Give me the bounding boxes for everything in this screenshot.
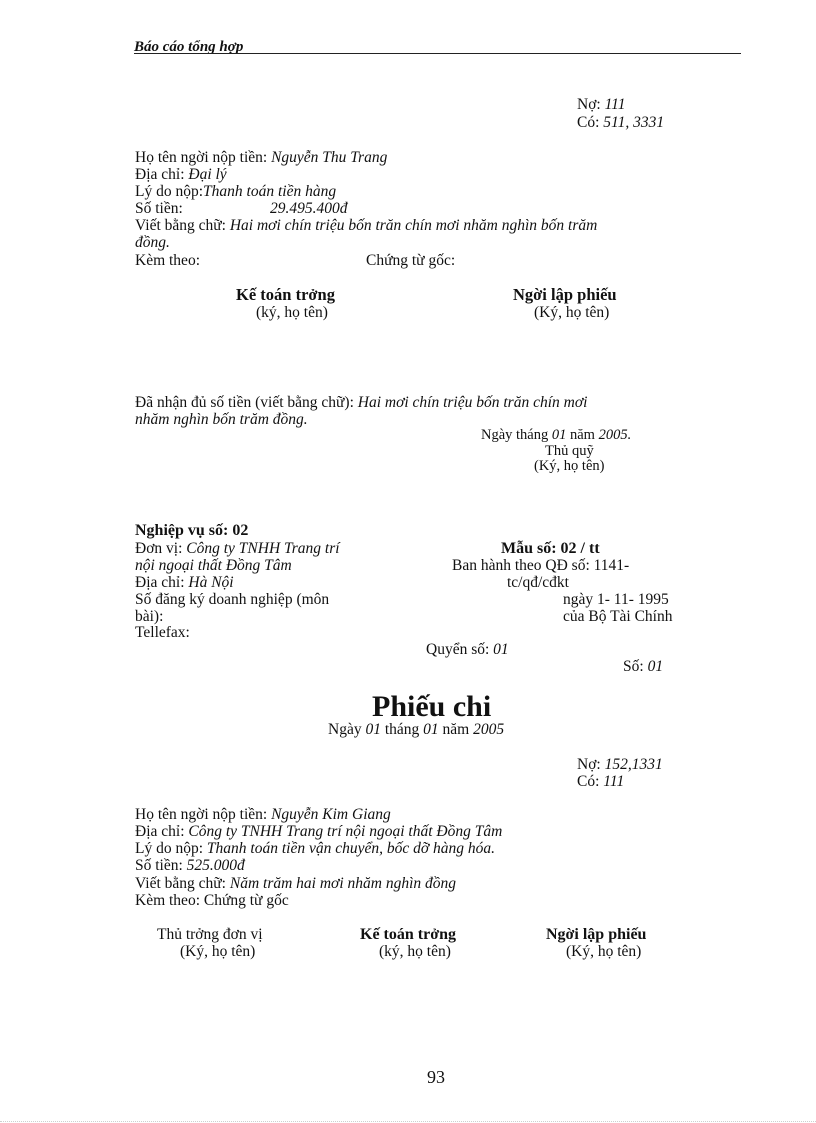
v2-debit-account: Nợ: 152,1331: [577, 756, 663, 773]
v2-payer-line: Họ tên ngời nộp tiền: Nguyễn Kim Giang: [135, 806, 391, 823]
v2-sign-chief-accountant: Kế toán trởng: [360, 926, 456, 943]
unit-line: Đơn vị: Công ty TNHH Trang trí: [135, 540, 340, 557]
v2-sign-preparer: Ngời lập phiếu: [546, 926, 647, 943]
header-rule: [134, 53, 741, 54]
v2-words-line: Viết bằng chữ: Năm trăm hai mơi nhăm nghìn đồng: [135, 875, 457, 892]
tellefax-label: Tellefax:: [135, 624, 190, 641]
form-number: Mẫu số: 02 / tt: [501, 540, 600, 557]
voucher-number: Số: 01: [623, 658, 664, 675]
issued-by-line-4: của Bộ Tài Chính: [563, 608, 673, 625]
amount-words-line: Viết bằng chữ: Hai mơi chín triệu bốn trăn chín mơi nhăm nghìn bốn trăm: [135, 217, 598, 234]
receipt-date: Ngày tháng 01 năm 2005.: [481, 427, 632, 443]
business-reg-line-cont: bài):: [135, 608, 164, 625]
document-title: Phiếu chi: [372, 690, 492, 723]
received-line-cont: nhăm nghìn bốn trăm đồng.: [135, 411, 308, 428]
v2-sign-chief-accountant-sub: (ký, họ tên): [379, 943, 451, 960]
v2-credit-account: Có: 111: [577, 773, 625, 790]
business-reg-line: Số đăng ký doanh nghiệp (môn: [135, 591, 330, 608]
unit-line-cont: nội ngoại thất Đồng Tâm: [135, 557, 292, 574]
sign-preparer: Ngời lập phiếu: [513, 285, 617, 304]
sign-chief-accountant: Kế toán trởng: [236, 285, 335, 304]
v2-address-line: Địa chỉ: Hà Nội: [135, 574, 234, 591]
source-doc-label: Chứng từ gốc:: [366, 252, 456, 269]
v2-address2-line: Địa chỉ: Công ty TNHH Trang trí nội ngoại thất Đồng Tâm: [135, 823, 503, 840]
amount-label: Số tiền:: [135, 200, 183, 217]
v2-sign-preparer-sub: (Ký, họ tên): [566, 943, 642, 960]
sign-preparer-sub: (Ký, họ tên): [534, 304, 610, 321]
operation-number: Nghiệp vụ số: 02: [135, 522, 249, 539]
address-line: Địa chỉ: Đại lý: [135, 166, 227, 183]
sign-chief-accountant-sub: (ký, họ tên): [256, 304, 328, 321]
page-number: 93: [427, 1067, 445, 1087]
issued-by-line-1: Ban hành theo QĐ số: 1141-: [452, 557, 630, 574]
treasurer-sub: (Ký, họ tên): [534, 458, 605, 474]
amount-words-cont: đồng.: [135, 234, 170, 251]
book-number: Quyển số: 01: [426, 641, 509, 658]
received-line: Đã nhận đủ số tiền (viết bằng chữ): Hai mơi chín triệu bốn trăn chín mơi: [135, 394, 588, 411]
credit-account: Có: 511, 3331: [577, 114, 665, 131]
payer-line: Họ tên ngời nộp tiền: Nguyễn Thu Trang: [135, 149, 388, 166]
document-date: Ngày 01 tháng 01 năm 2005: [328, 721, 505, 738]
sign-head-of-unit-sub: (Ký, họ tên): [180, 943, 256, 960]
v2-amount-line: Số tiền: 525.000đ: [135, 857, 245, 874]
v2-attach-line: Kèm theo: Chứng từ gốc: [135, 892, 289, 909]
amount-value: 29.495.400đ: [270, 200, 348, 217]
v2-reason-line: Lý do nộp: Thanh toán tiền vận chuyển, bốc dỡ hàng hóa.: [135, 840, 495, 857]
reason-line: Lý do nộp:Thanh toán tiền hàng: [135, 183, 337, 200]
issued-by-line-3: ngày 1- 11- 1995: [563, 591, 669, 608]
attach-label: Kèm theo:: [135, 252, 200, 269]
sign-head-of-unit: Thủ trởng đơn vị: [157, 926, 263, 943]
page-bottom-border: [0, 1121, 816, 1122]
debit-account: Nợ: 111: [577, 96, 626, 113]
report-header-title: Báo cáo tổng hợp: [134, 39, 244, 55]
treasurer-label: Thủ quỹ: [545, 443, 594, 459]
issued-by-line-2: tc/qđ/cđkt: [507, 574, 569, 591]
